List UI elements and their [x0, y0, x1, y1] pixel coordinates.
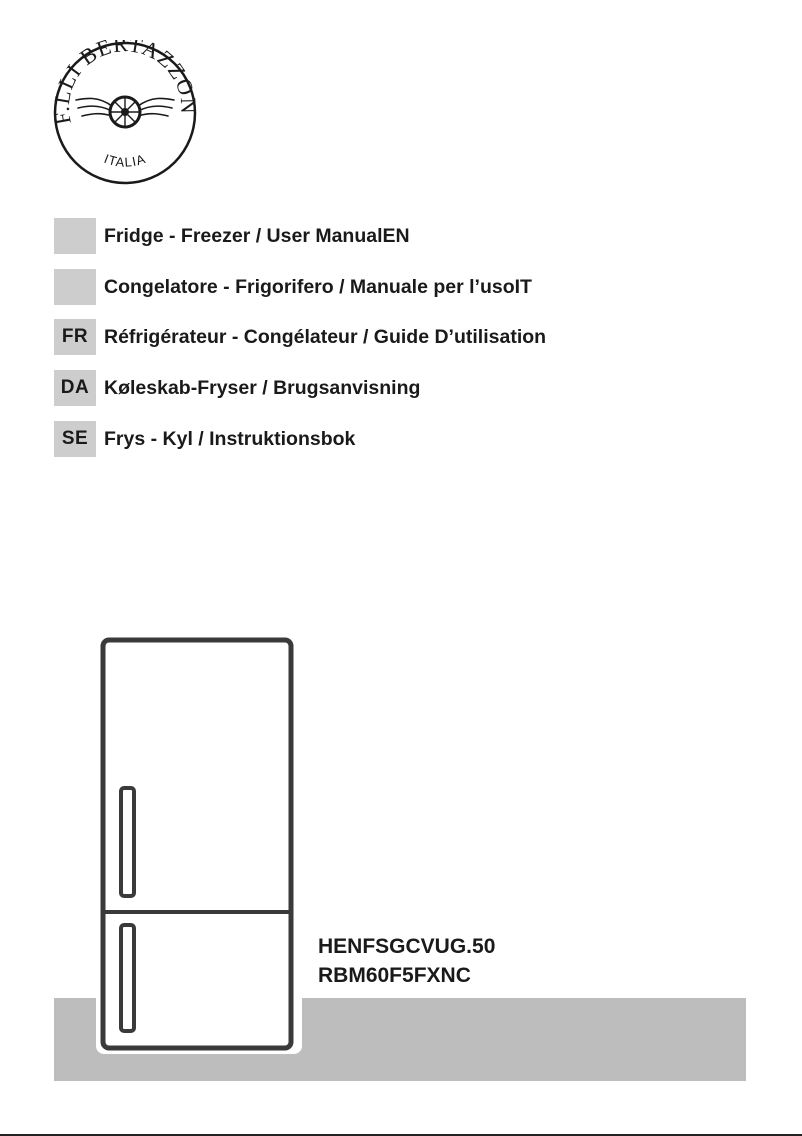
language-title: Congelatore - Frigorifero / Manuale per l’usoIT [104, 275, 532, 298]
model-number-secondary: RBM60F5FXNC [318, 964, 471, 987]
language-title: Réfrigérateur - Congélateur / Guide D’utilisation [104, 325, 547, 348]
language-row-da [54, 370, 420, 406]
language-row-fr [54, 319, 546, 355]
fridge-illustration [94, 634, 304, 1056]
language-code-box: DA [54, 370, 96, 406]
language-title: Fridge - Freezer / User ManualEN [104, 224, 410, 247]
language-code-box: SE [54, 421, 96, 457]
language-row-it [54, 269, 532, 305]
language-code-box: FR [54, 319, 96, 355]
language-title: Køleskab-Fryser / Brugsanvisning [104, 376, 421, 399]
model-number-primary: HENFSGCVUG.50 [318, 935, 496, 958]
language-row-se [54, 421, 355, 457]
brand-logo [52, 40, 198, 186]
language-title: Frys - Kyl / Instruktionsbok [104, 427, 356, 450]
model-numbers [318, 932, 495, 990]
fridge-freezer-icon [94, 634, 304, 1056]
winged-wheel-icon [52, 40, 198, 186]
language-code-box [54, 218, 96, 254]
logo-arc-text: LI BERTAZZO [52, 40, 198, 100]
logo-bottom-text: ITALIA [102, 150, 148, 170]
language-code-box [54, 269, 96, 305]
language-row-en [54, 218, 410, 254]
